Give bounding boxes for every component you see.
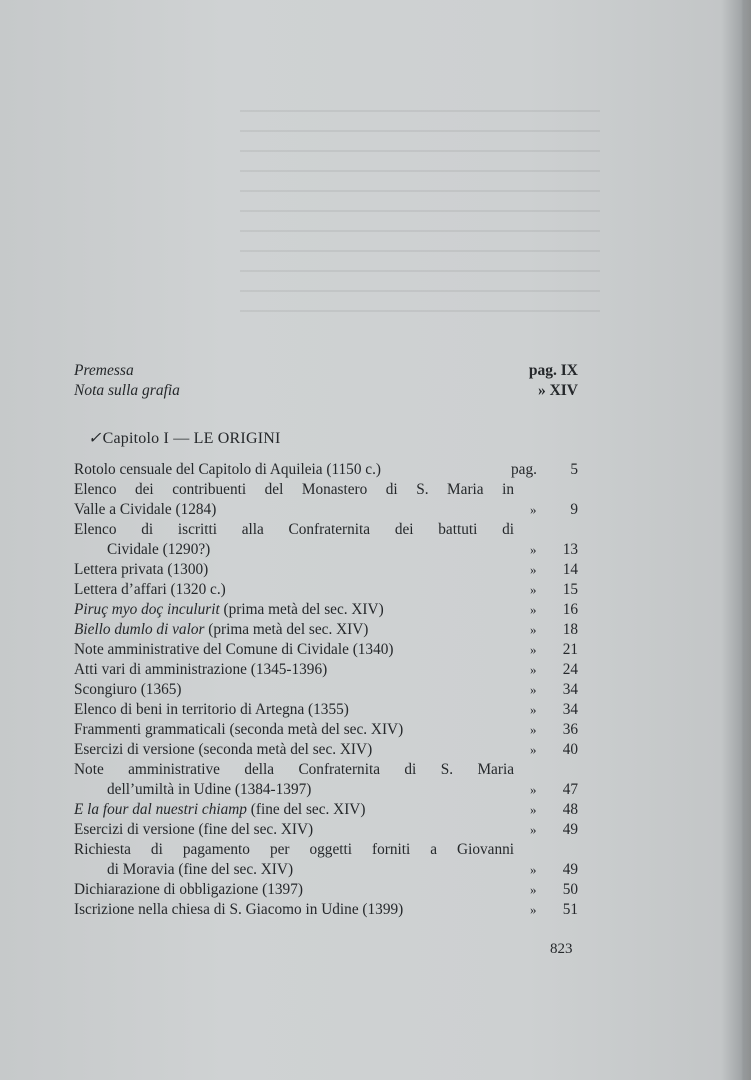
- toc-entry: [74, 620, 578, 640]
- toc-entry-title: Elenco di iscritti alla Confraternita dei battuti di: [74, 521, 514, 538]
- toc-entry-title: [74, 800, 578, 820]
- ditto-mark: »: [530, 582, 537, 597]
- toc-entry: [74, 820, 578, 840]
- toc-entry-page: 51: [562, 901, 578, 918]
- toc-entry-title: Richiesta di pagamento per oggetti forniti a Giovanni: [74, 841, 514, 858]
- toc-entry-page: 18: [562, 621, 578, 638]
- table-of-contents: [74, 460, 578, 920]
- toc-entry-title: Rotolo censuale del Capitolo di Aquileia (1150 c.): [74, 461, 382, 478]
- show-through-texture: [240, 110, 600, 330]
- toc-entry-reference: [516, 540, 578, 560]
- toc-entry-title: Dichiarazione di obbligazione (1397): [74, 881, 303, 898]
- ditto-mark: »: [530, 882, 537, 897]
- toc-entry-reference: [516, 720, 578, 740]
- chapter-title: Capitolo I — LE ORIGINI: [102, 430, 281, 447]
- toc-entry-title: Esercizi di versione (seconda metà del sec. XIV): [74, 741, 373, 758]
- toc-entry: [74, 460, 578, 480]
- toc-entry-reference: [516, 660, 578, 680]
- toc-entry-title-italic: Biello dumlo di valor: [74, 621, 205, 638]
- toc-entry: [74, 840, 578, 880]
- toc-entry: [74, 760, 578, 800]
- toc-entry-reference: [516, 860, 578, 880]
- toc-entry-title: Lettera d’affari (1320 c.): [74, 581, 226, 598]
- toc-entry-title-rest: (prima metà del sec. XIV): [219, 601, 384, 618]
- chapter-heading: [88, 428, 281, 448]
- toc-entry-title: Lettera privata (1300): [74, 561, 209, 578]
- toc-entry-continuation: Valle a Cividale (1284): [74, 501, 217, 518]
- toc-entry-title-rest: (fine del sec. XIV): [246, 801, 366, 818]
- entry-page: pag. IX: [528, 362, 578, 379]
- toc-entry: [74, 660, 578, 680]
- ditto-mark: »: [530, 562, 537, 577]
- entry-title: Nota sulla grafia: [74, 382, 180, 399]
- toc-entry-reference: [516, 620, 578, 640]
- toc-entry-page: 21: [562, 641, 578, 658]
- toc-entry: [74, 880, 578, 900]
- toc-entry-page: 13: [562, 541, 578, 558]
- toc-entry: [74, 600, 578, 620]
- handwritten-checkmark: ✓: [88, 430, 102, 447]
- toc-entry-title-italic: Piruç myo doç inculurit: [74, 601, 220, 618]
- ditto-mark: »: [530, 622, 537, 637]
- toc-entry-title: [74, 620, 578, 640]
- toc-entry-title-rest: (prima metà del sec. XIV): [204, 621, 369, 638]
- toc-entry-title: Note amministrative del Comune di Cividale (1340): [74, 641, 394, 658]
- toc-entry-reference: [516, 740, 578, 760]
- toc-entry: [74, 520, 578, 560]
- toc-entry-reference: [511, 460, 578, 480]
- toc-entry-page: 49: [562, 821, 578, 838]
- toc-entry-reference: [516, 580, 578, 600]
- toc-entry-reference: [516, 600, 578, 620]
- toc-entry-page: 34: [562, 681, 578, 698]
- toc-entry-page: 15: [562, 581, 578, 598]
- toc-entry-page: 47: [562, 781, 578, 798]
- toc-entry-reference: [516, 500, 578, 520]
- ditto-mark: »: [530, 902, 537, 917]
- toc-entry-page: 5: [570, 461, 578, 478]
- toc-entry-title: Elenco dei contribuenti del Monastero di S. Maria in: [74, 481, 514, 498]
- toc-entry: [74, 640, 578, 660]
- page-number: 823: [550, 941, 573, 957]
- toc-entry-reference: [516, 700, 578, 720]
- toc-entry-reference: [516, 900, 578, 920]
- toc-entry-page: 40: [562, 741, 578, 758]
- ditto-mark: »: [530, 822, 537, 837]
- toc-entry-reference: [516, 800, 578, 820]
- toc-entry-continuation: dell’umiltà in Udine (1384-1397): [107, 781, 312, 798]
- entry-page: » XIV: [537, 382, 578, 399]
- front-matter-entry: [74, 381, 578, 401]
- ditto-mark: »: [530, 722, 537, 737]
- toc-entry-page: 9: [570, 501, 578, 518]
- toc-entry: [74, 800, 578, 820]
- ditto-mark: »: [530, 662, 537, 677]
- toc-entry: [74, 900, 578, 920]
- toc-entry-title: Scongiuro (1365): [74, 681, 182, 698]
- toc-entry-page: 34: [562, 701, 578, 718]
- toc-entry-title-italic: E la four dal nuestri chiamp: [74, 801, 247, 818]
- ditto-mark: »: [530, 502, 537, 517]
- toc-entry-title: [74, 600, 578, 620]
- toc-entry-reference: [516, 780, 578, 800]
- toc-entry-continuation: Cividale (1290?): [107, 541, 211, 558]
- toc-entry-reference: [516, 880, 578, 900]
- toc-entry-page: 24: [562, 661, 578, 678]
- ditto-mark: »: [530, 602, 537, 617]
- ditto-mark: »: [530, 542, 537, 557]
- toc-entry: [74, 720, 578, 740]
- toc-entry-page: 50: [562, 881, 578, 898]
- toc-entry-title: Frammenti grammaticali (seconda metà del sec. XIV): [74, 721, 404, 738]
- toc-entry: [74, 560, 578, 580]
- toc-entry-page: 14: [562, 561, 578, 578]
- front-matter: [74, 361, 578, 401]
- toc-entry-title: Elenco di beni in territorio di Artegna (1355): [74, 701, 349, 718]
- toc-entry: [74, 700, 578, 720]
- toc-entry: [74, 740, 578, 760]
- toc-entry-reference: [516, 640, 578, 660]
- toc-entry-title: Atti vari di amministrazione (1345-1396): [74, 661, 328, 678]
- page-edge-shadow: [741, 0, 751, 1080]
- toc-entry: [74, 680, 578, 700]
- toc-entry-page: 16: [562, 601, 578, 618]
- toc-entry: [74, 480, 578, 520]
- toc-entry-page: 36: [562, 721, 578, 738]
- entry-title: Premessa: [74, 362, 134, 379]
- toc-entry-reference: [516, 820, 578, 840]
- toc-entry: [74, 580, 578, 600]
- ditto-mark: »: [530, 642, 537, 657]
- ditto-mark: »: [530, 782, 537, 797]
- page-word: pag.: [511, 461, 537, 478]
- ditto-mark: »: [530, 682, 537, 697]
- toc-entry-continuation: di Moravia (fine del sec. XIV): [107, 861, 294, 878]
- ditto-mark: »: [530, 862, 537, 877]
- toc-entry-title: Esercizi di versione (fine del sec. XIV): [74, 821, 314, 838]
- toc-entry-reference: [516, 560, 578, 580]
- front-matter-entry: [74, 361, 578, 381]
- ditto-mark: »: [530, 802, 537, 817]
- toc-entry-page: 49: [562, 861, 578, 878]
- toc-entry-page: 48: [562, 801, 578, 818]
- ditto-mark: »: [530, 702, 537, 717]
- toc-entry-title: Iscrizione nella chiesa di S. Giacomo in Udine (1399): [74, 901, 404, 918]
- ditto-mark: »: [530, 742, 537, 757]
- toc-entry-reference: [516, 680, 578, 700]
- toc-entry-title: Note amministrative della Confraternita di S. Maria: [74, 761, 514, 778]
